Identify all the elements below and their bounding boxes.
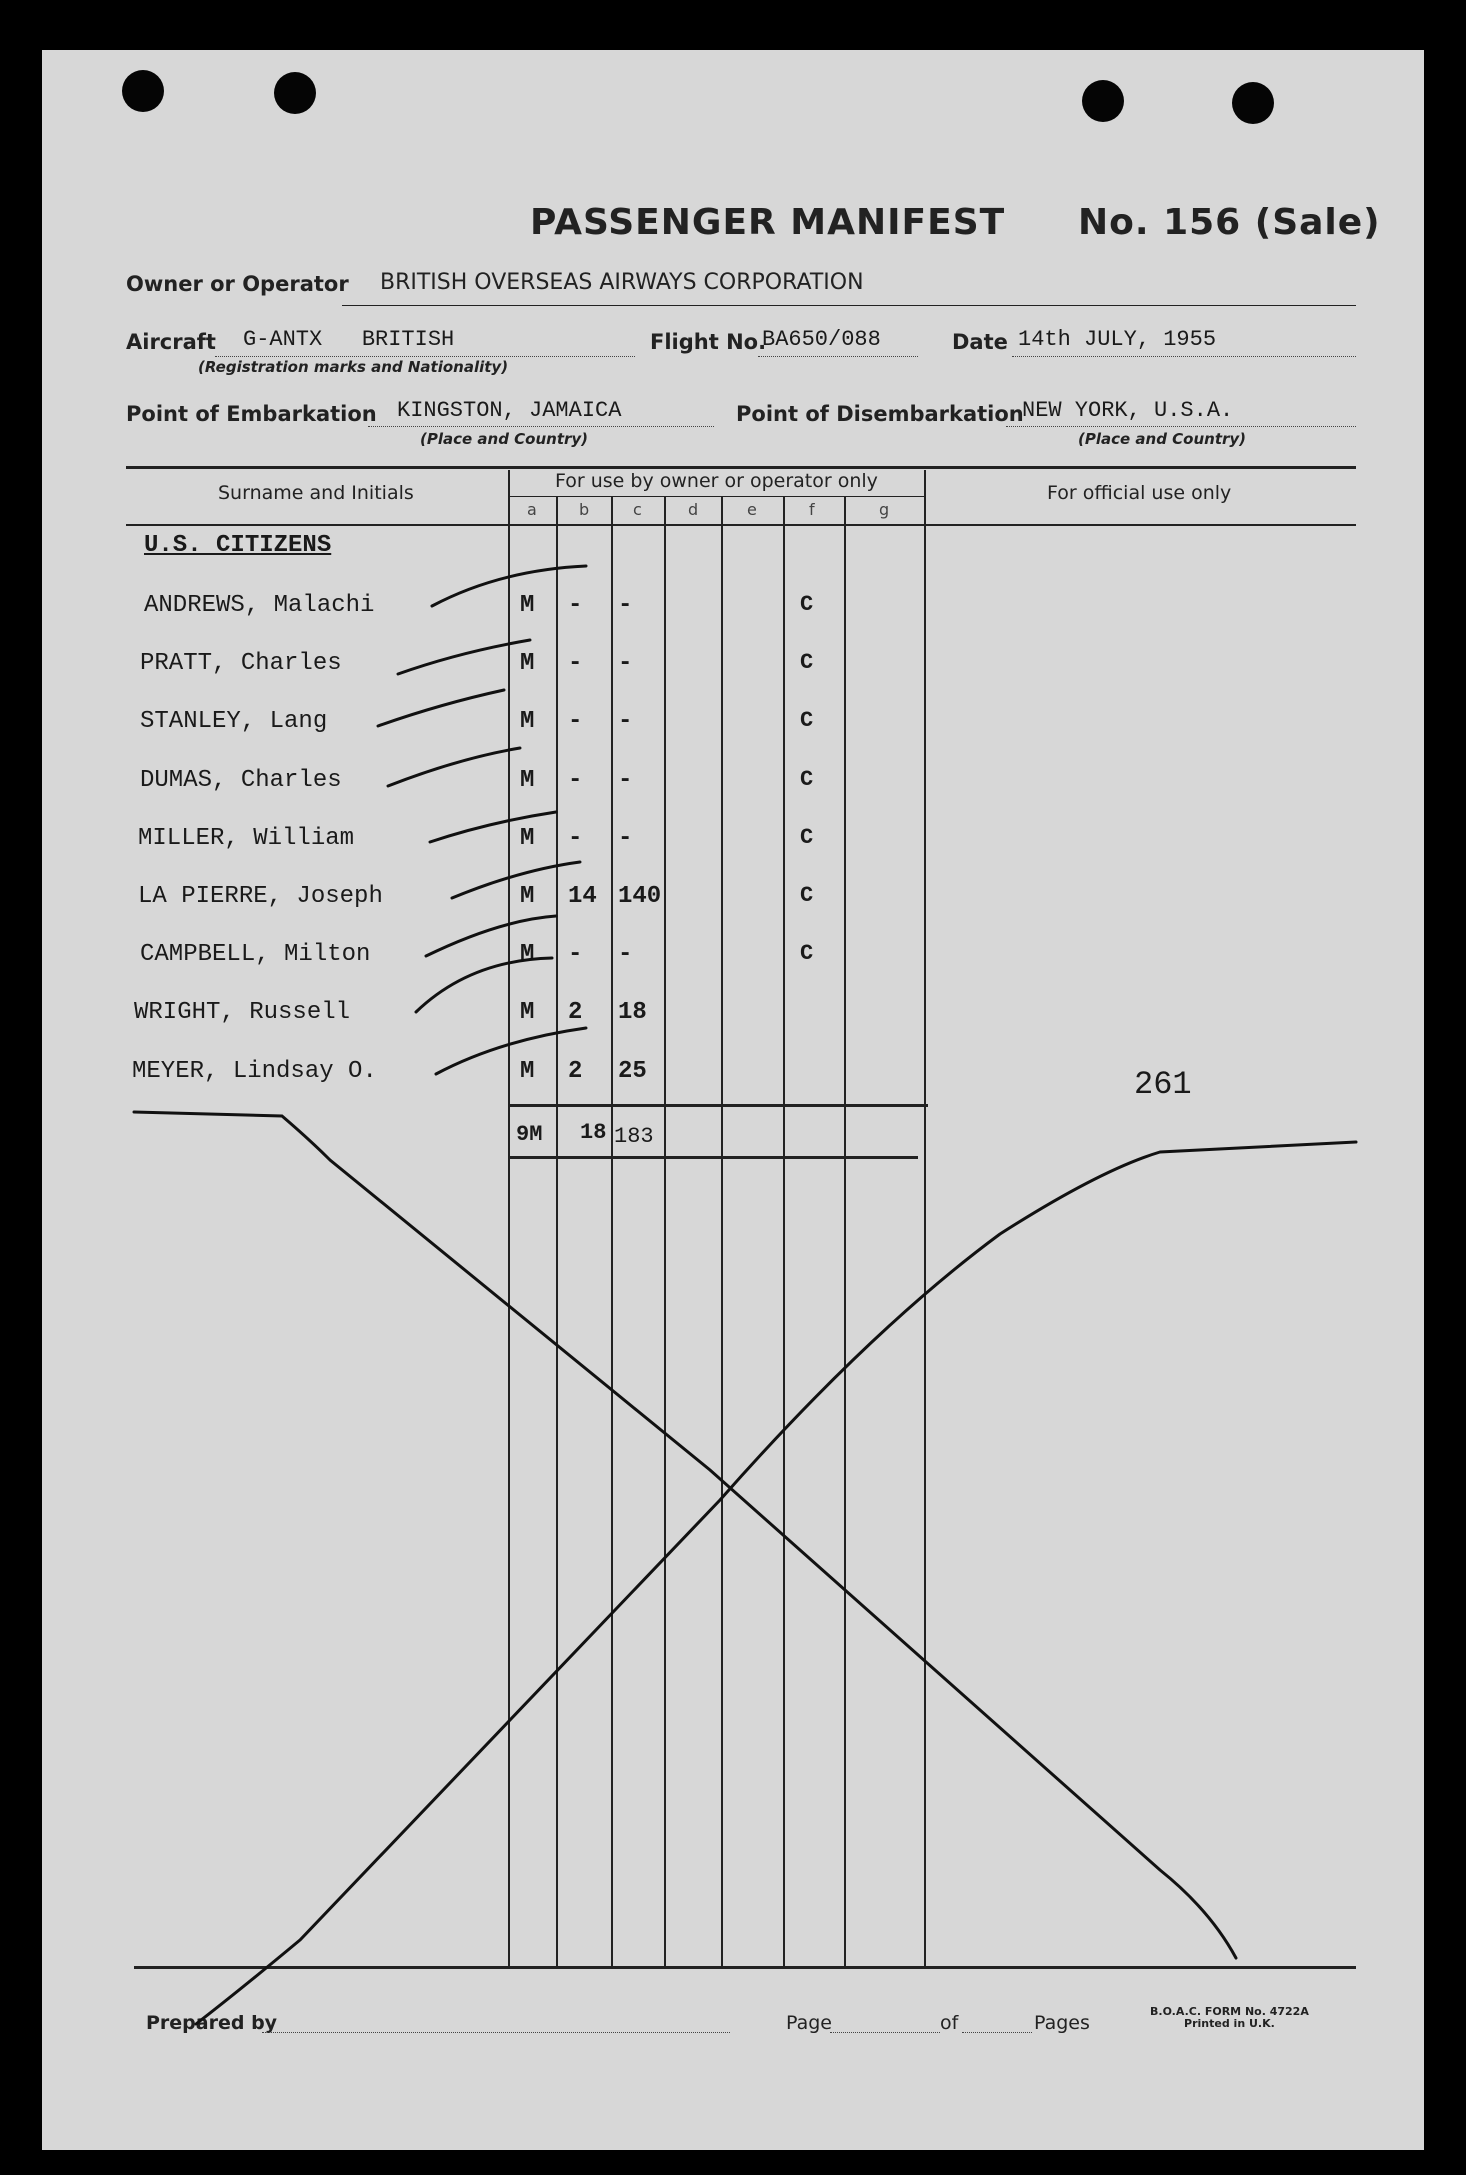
page-label: Page [786, 2012, 832, 2034]
cell-b: 14 [568, 883, 597, 910]
cell-c: - [618, 766, 633, 794]
cell-c: 18 [618, 999, 647, 1027]
cell-a: M [520, 766, 535, 794]
cell-b: 2 [568, 1057, 583, 1085]
cell-b: - [568, 941, 583, 969]
owner-label: Owner or Operator [126, 272, 349, 296]
cell-f: C [800, 824, 814, 850]
passenger-name: ANDREWS, Malachi [144, 592, 375, 619]
column-letter-g: g [879, 500, 890, 519]
cell-c: 25 [618, 1057, 647, 1085]
tick-stroke [432, 566, 586, 606]
form-title: PASSENGER MANIFEST [530, 202, 1006, 243]
cell-b: 2 [568, 999, 583, 1027]
column-letter-e: e [747, 500, 757, 519]
form-number: No. 156 (Sale) [1078, 202, 1381, 243]
cell-f: C [800, 650, 814, 676]
cell-c: - [618, 941, 633, 969]
column-letter-f: f [809, 500, 815, 519]
aircraft-label: Aircraft [126, 330, 216, 354]
flight-label: Flight No. [650, 330, 767, 354]
tick-stroke [452, 862, 580, 898]
cell-b: - [568, 766, 583, 794]
tick-stroke [436, 1028, 586, 1074]
total-a: 9M [516, 1122, 543, 1147]
date-label: Date [952, 330, 1008, 354]
cell-c: - [618, 592, 633, 619]
cell-a: M [520, 592, 535, 619]
column-letter-a: a [527, 500, 537, 519]
column-letter-c: c [633, 500, 642, 519]
pages-label: Pages [1034, 2012, 1090, 2034]
passenger-name: MILLER, William [138, 824, 355, 852]
tick-stroke [378, 690, 504, 726]
cell-b: - [568, 824, 583, 852]
disembarkation-label: Point of Disembarkation [736, 402, 1024, 426]
cell-b: - [568, 650, 583, 678]
cell-a: M [520, 1057, 535, 1085]
embarkation-note: (Place and Country) [420, 430, 589, 448]
cell-f: C [800, 766, 814, 792]
owner-value: BRITISH OVERSEAS AIRWAYS CORPORATION [380, 270, 864, 295]
cell-c: - [618, 824, 633, 852]
cancel-stroke [196, 1142, 1356, 2024]
passenger-name: CAMPBELL, Milton [140, 941, 371, 969]
column-letter-b: b [579, 500, 590, 519]
surname-header: Surname and Initials [218, 482, 414, 504]
passenger-name: MEYER, Lindsay O. [132, 1057, 377, 1085]
cell-f: C [800, 941, 814, 967]
cell-b: - [568, 708, 583, 736]
tick-stroke [426, 916, 556, 956]
cell-b: - [568, 592, 583, 619]
passenger-name: WRIGHT, Russell [134, 999, 351, 1027]
total-c: 183 [614, 1124, 654, 1149]
disembarkation-value: NEW YORK, U.S.A. [1022, 398, 1234, 423]
aircraft-value: G-ANTX BRITISH [243, 327, 455, 352]
of-label: of [940, 2012, 959, 2034]
total-b: 18 [580, 1120, 607, 1145]
section-title: U.S. CITIZENS [144, 532, 332, 559]
tick-stroke [416, 958, 552, 1012]
official-note: 261 [1134, 1066, 1192, 1103]
column-letter-d: d [688, 500, 699, 519]
cell-a: M [520, 708, 535, 736]
form-code-text: B.O.A.C. FORM No. 4722A [1150, 2005, 1309, 2018]
cell-a: M [520, 999, 535, 1027]
aircraft-note: (Registration marks and Nationality) [198, 358, 509, 376]
operator-header: For use by owner or operator only [555, 470, 878, 492]
cell-a: M [520, 650, 535, 678]
cell-c: 140 [618, 883, 662, 910]
disembarkation-note: (Place and Country) [1078, 430, 1247, 448]
cell-f: C [800, 708, 814, 734]
embarkation-label: Point of Embarkation [126, 402, 377, 426]
cell-c: - [618, 708, 633, 736]
cell-c: - [618, 650, 633, 678]
tick-stroke [398, 640, 530, 674]
cell-a: M [520, 883, 535, 910]
prepared-by-label: Prepared by [146, 2012, 278, 2034]
passenger-name: LA PIERRE, Joseph [138, 883, 383, 910]
tick-stroke [388, 748, 520, 786]
official-header: For official use only [1047, 482, 1232, 504]
cell-f: C [800, 883, 814, 908]
embarkation-value: KINGSTON, JAMAICA [397, 398, 622, 423]
printed-text: Printed in U.K. [1184, 2017, 1275, 2030]
cell-f: C [800, 592, 814, 617]
passenger-name: STANLEY, Lang [140, 708, 328, 736]
passenger-name: PRATT, Charles [140, 650, 342, 678]
date-value: 14th JULY, 1955 [1018, 327, 1217, 352]
cell-a: M [520, 941, 535, 969]
passenger-name: DUMAS, Charles [140, 766, 342, 794]
tick-stroke [430, 812, 556, 842]
cell-a: M [520, 824, 535, 852]
flight-value: BA650/088 [762, 327, 881, 352]
